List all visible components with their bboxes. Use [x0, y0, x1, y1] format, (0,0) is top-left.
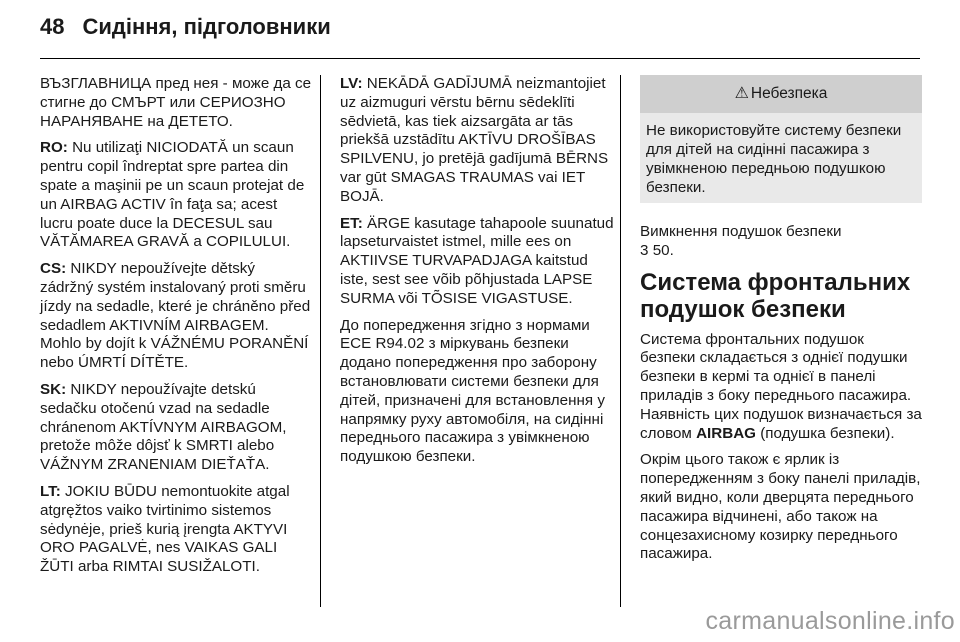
page-number: 48 [40, 14, 65, 39]
column-divider-1 [320, 75, 321, 607]
column-2 [340, 75, 614, 475]
page-title: Сидіння, підголовники [82, 14, 331, 39]
page-header [40, 14, 331, 40]
cross-reference: Вимкнення подушок безпеки 3 50. [640, 223, 842, 259]
column-3 [640, 75, 922, 572]
header-divider [40, 58, 920, 59]
paragraph-ro: RO: Nu utilizaţi NICIODATĂ un scaun pentru copil îndreptat spre partea din spate a maşinii pe un scaun protejat de un AIRBAG ACTIV în faţa sa; acest lucru poate duce la DECESUL sau VĂTĂMAREA GRAVĂ a COPILULUI. [40, 139, 305, 251]
column-divider-2 [620, 75, 621, 607]
paragraph-airbag-system: Система фронтальних подушок безпеки складається з однієї подушки безпеки в кермі та однієї в панелі приладів з боку переднього пасажира. Наявність цих подушок визначається за словом AIRBAG (подушка безпеки). [640, 330, 922, 442]
lang-label-lv: LV: [340, 75, 363, 92]
lang-label-et: ET: [340, 214, 363, 232]
lang-label-sk: SK: [40, 380, 67, 398]
paragraph-sk: SK: NIKDY nepoužívajte detskú sedačku otočenú vzad na sedadle chránenom AKTÍVNYM AIRBAGOM, pretože môže dôjsť k SMRTI alebo VÁŽNYM ZRANENIAM DIEŤAŤA. [40, 380, 287, 474]
paragraph-warning-label: Окрім цього також є ярлик із попередженням з боку панелі приладів, який видно, коли дверцята переднього пасажира відчинені, або також на сонцезахисному козирку переднього пасажира. [640, 451, 921, 563]
warning-header [640, 75, 922, 113]
paragraph-et: ET: ÄRGE kasutage tahapoole suunatud lapseturvaistet istmel, mille ees on AKTIIVSE TURVAPADJAGA kaitstud iste, sest see võib põhjustada LAPSE SURMA või TÕSISE VIGASTUSE. [340, 214, 614, 307]
warning-title: Небезпека [750, 84, 828, 102]
paragraph-cs: CS: NIKDY nepoužívejte dětský zádržný systém instalovaný proti směru jízdy na sedadle, které je chráněno před sedadlem AKTIVNÍM AIRBAGEM. Mohlo by dojít k VÁŽNÉMU PORANĚNÍ nebo ÚMRTÍ DÍTĚTE. [40, 260, 311, 372]
paragraph-lt: LT: JOKIU BŪDU nemontuokite atgal atgręžtos vaiko tvirtinimo sistemos sėdynėje, prieš kurią įrengta AKTYVI ORO PAGALVĖ, nes VAIKAS GALI ŽŪTI arba RIMTAI SUSIŽALOTI. [40, 482, 290, 576]
paragraph-lv: LV: NEKĀDĀ GADĪJUMĀ neizmantojiet uz aizmuguri vērstu bērnu sēdeklīti sēdvietā, kas tiek aizsargāta ar tās priekšā uzstādītu AKTĪVU DROŠĪBAS SPILVENU, jo pretējā gadījumā BĒRNS var gūt SMAGAS TRAUMAS vai IET BOJĀ. [340, 75, 609, 205]
page-ref-link[interactable]: 50. [652, 241, 674, 259]
watermark: carmanualsonline.info [705, 607, 955, 635]
airbag-word: AIRBAG [696, 424, 756, 442]
column-1 [40, 75, 312, 585]
paragraph-bg: ВЪЗГЛАВНИЦА пред нея - може да се стигне до СМЪРТ или СЕРИОЗНО НАРАНЯВАНЕ на ДЕТЕТО. [40, 75, 312, 130]
lang-label-lt: LT: [40, 482, 61, 500]
section-title: Система фронтальних подушок безпеки [640, 268, 911, 323]
paragraph-uk-ece: До попередження згідно з нормами ECE R94.02 з міркувань безпеки додано попередження про заборону встановлювати системи безпеки для дітей, призначені для встановлення у напрямку руху автомобіля, на сидінні переднього пасажира з увімкненою подушкою безпеки. [340, 316, 605, 466]
warning-text: Не використовуйте систему безпеки для дітей на сидінні пасажира з увімкненою передньою подушкою безпеки. [640, 113, 922, 203]
warning-triangle-icon: ⚠ [734, 84, 749, 102]
lang-label-ro: RO: [40, 139, 68, 157]
warning-box [640, 75, 922, 203]
lang-label-cs: CS: [40, 260, 67, 278]
page-ref-icon: 3 [640, 241, 649, 259]
